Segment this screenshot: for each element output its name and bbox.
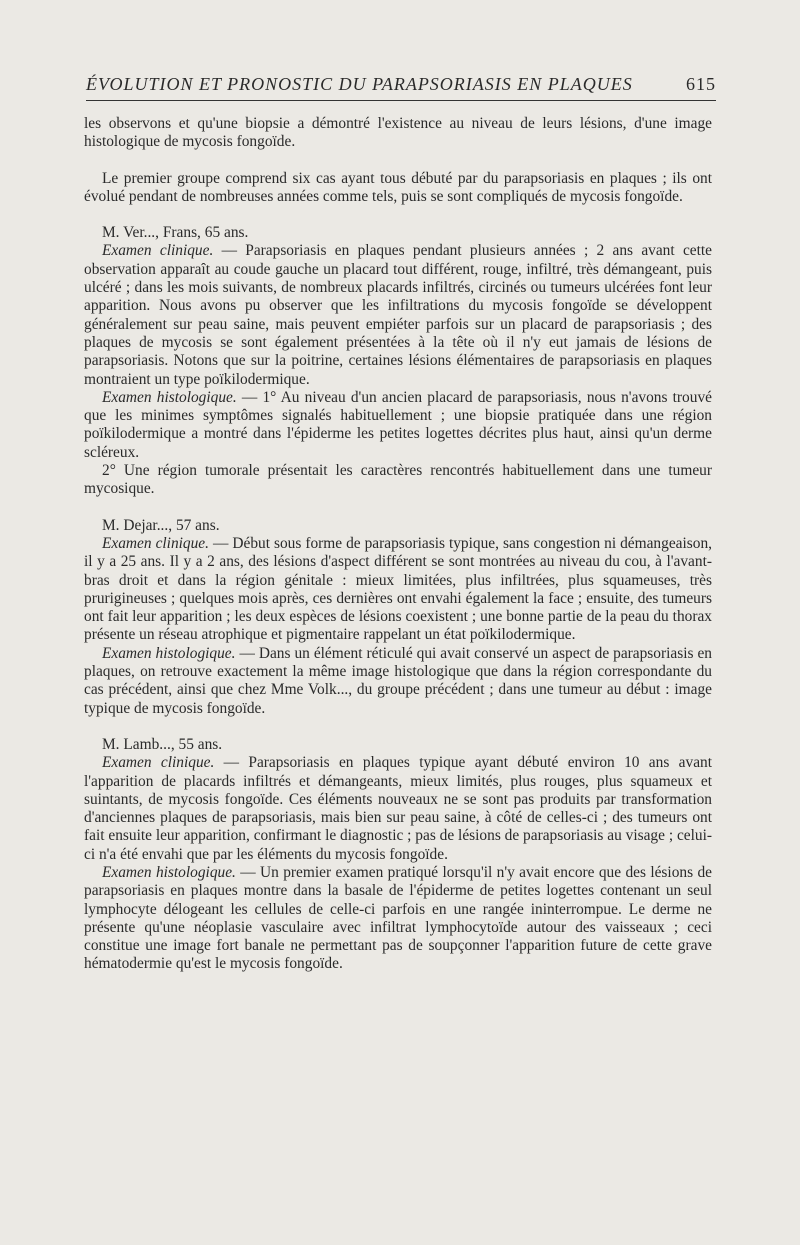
case-3-clinical-lead: Examen clinique. (102, 754, 215, 772)
case-2-clinical-text: — Début sous forme de parapsoriasis typique, sans congestion ni démangeaison, il y a 25 ans. Il y a 2 ans, des lésions d'aspect différent se sont montrées au niveau du cou, à l'avant-bras droit et dans la région génitale : mieux limitées, plus infiltrées, plus squameuses, très prurigineuses ; quelques mois après, ces dernières ont envahi également la face ; ensuite, des tumeurs ont fait leur apparition ; les deux espèces de lésions coexistent ; une bonne partie de la peau du thorax présente un réseau atrophique et pigmentaire rappelant un état poïkilodermique. (84, 534, 712, 644)
case-1-histology-text: — 1° Au niveau d'un ancien placard de parapsoriasis, nous n'avons trouvé que les minimes symptômes signalés habituellement ; une biopsie pratiquée dans une région poïkilodermique a montré dans l'épiderme les petites logettes décrites plus haut, ainsi qu'un derme scléreux. (84, 388, 712, 461)
case-1-histology-2: 2° Une région tumorale présentait les caractères rencontrés habituellement dans une tumeur mycosique. (84, 462, 712, 498)
case-2-clinical (84, 535, 712, 645)
case-1-patient: M. Ver..., Frans, 65 ans. (102, 224, 249, 242)
case-1-clinical (84, 242, 712, 388)
case-1-clinical-lead: Examen clinique. (102, 242, 214, 260)
case-3-histology-text: — Un premier examen pratiqué lorsqu'il n'y avait encore que des lésions de parapsoriasis en plaques montre dans la basale de l'épiderme de petites logettes contenant un seul lymphocyte délogeant les cellules de celle-ci parfois en une rangée ininterrompue. Le derme ne présente qu'une néoplasie vasculaire avec infiltrat lymphocytoïde autour des vaisseaux ; ceci constitue une image fort banale ne permettant pas de soupçonner l'apparition future de cette grave hématodermie qu'est le mycosis fongoïde. (84, 863, 712, 973)
page-body (84, 115, 712, 974)
case-1-histology (84, 389, 712, 462)
case-3-histology (84, 864, 712, 974)
intro-paragraph-2: Le premier groupe comprend six cas ayant tous débuté par du parapsoriasis en plaques ; ils ont évolué pendant de nombreuses années comme tels, puis se sont compliqués de mycosis fongoïde. (84, 169, 712, 205)
case-1-clinical-text: — Parapsoriasis en plaques pendant plusieurs années ; 2 ans avant cette observation apparaît au coude gauche un placard tout différent, rouge, infiltré, très démangeant, puis ulcéré ; dans les mois suivants, de nombreux placards infiltrés, circinés ou tumeurs ulcérées font leur apparition. Nous avons pu observer que les infiltrations du mycosis fongoïde se développent généralement sur peau saine, mais peuvent empiéter parfois sur un placard de parapsoriasis ; des plaques de mycosis se sont également présentées à la tête où il n'y eut jamais de lésions de parapsoriasis. Notons que sur la poitrine, certaines lésions élémentaires de parapsoriasis en plaques montraient un type poïkilodermique. (84, 242, 712, 388)
running-title: ÉVOLUTION ET PRONOSTIC DU PARAPSORIASIS EN PLAQUES (86, 74, 633, 94)
case-2-clinical-lead: Examen clinique. (102, 534, 209, 552)
case-3-clinical (84, 754, 712, 864)
case-2-histology-lead: Examen histologique. (102, 644, 236, 662)
case-2-patient: M. Dejar..., 57 ans. (102, 516, 220, 534)
page-number: 615 (686, 74, 716, 94)
case-3-histology-lead: Examen histologique. (102, 863, 236, 881)
header-rule (86, 100, 716, 101)
case-2-histology (84, 645, 712, 718)
running-header (86, 74, 716, 102)
case-2-histology-text: — Dans un élément réticulé qui avait conservé un aspect de parapsoriasis en plaques, on retrouve exactement la même image histologique que dans la région correspondante du cas précédent, ainsi que chez Mme Volk..., du groupe précédent ; dans une tumeur au début : image typique de mycosis fongoïde. (84, 644, 712, 717)
case-3-patient: M. Lamb..., 55 ans. (102, 735, 223, 753)
case-3-clinical-text: — Parapsoriasis en plaques typique ayant débuté environ 10 ans avant l'apparition de placards infiltrés et démangeants, mieux limités, plus rouges, plus squameux et suintants, de mycosis fongoïde. Ces éléments nouveaux ne se sont pas produits par transformation d'anciennes plaques de parapsoriasis, mais bien sur peau saine, à côté de celles-ci ; des tumeurs ont fait ensuite leur apparition, confirmant le diagnostic ; pas de lésions de parapsoriasis au visage ; celui-ci n'a été envahi que par les éléments du mycosis fongoïde. (84, 754, 712, 863)
intro-paragraph-1: les observons et qu'une biopsie a démontré l'existence au niveau de leurs lésions, d'une image histologique de mycosis fongoïde. (84, 115, 712, 151)
case-1-histology-lead: Examen histologique. (102, 388, 237, 406)
